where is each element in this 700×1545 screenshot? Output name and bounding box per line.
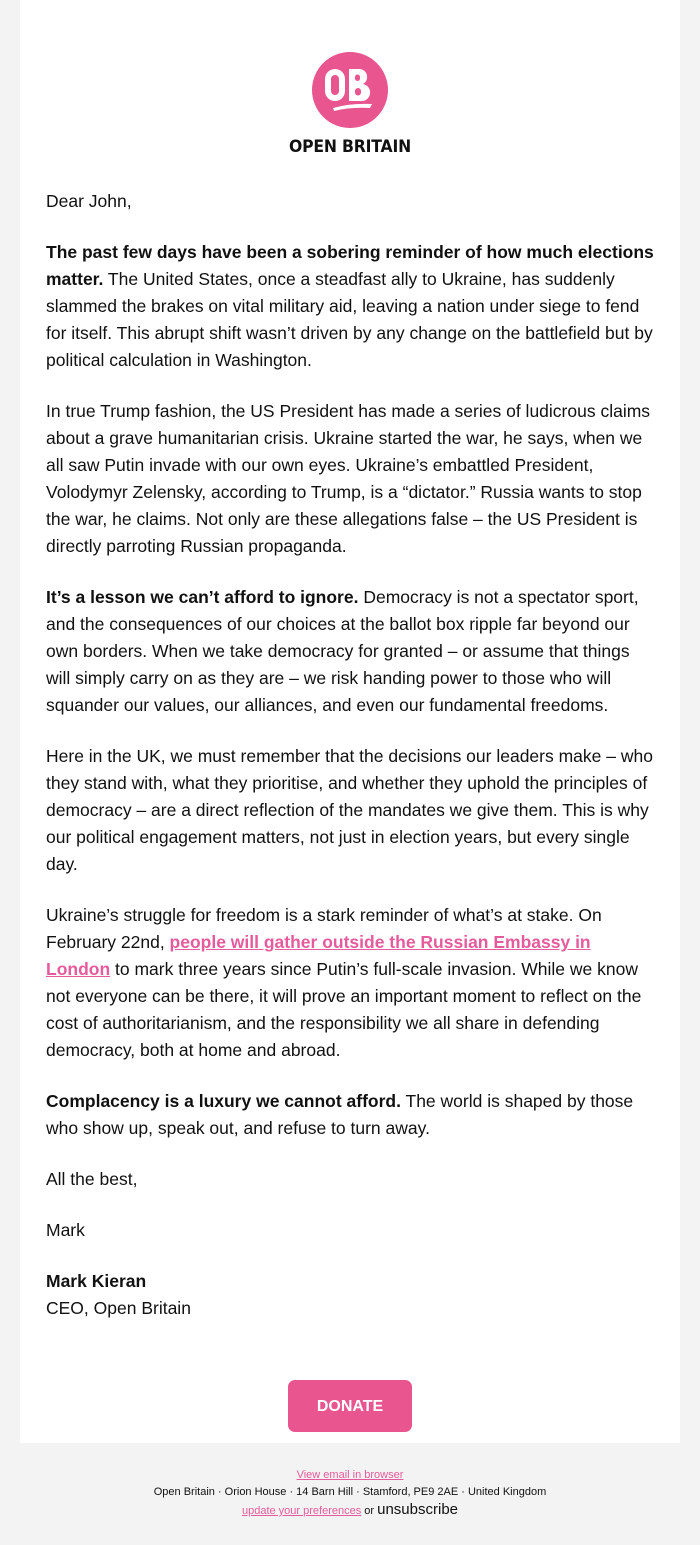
donate-button[interactable]: DONATE bbox=[288, 1380, 412, 1432]
bold-lead: It’s a lesson we can’t afford to ignore. bbox=[46, 587, 359, 607]
greeting: Dear John, bbox=[46, 191, 132, 211]
update-preferences-link[interactable]: update your preferences bbox=[241, 1505, 362, 1517]
logo bbox=[20, 52, 680, 157]
unsubscribe-link[interactable]: unsubscribe bbox=[377, 1501, 459, 1518]
sign-off-name: Mark bbox=[46, 1220, 85, 1240]
paragraph: Here in the UK, we must remember that the decisions our leaders make – who they stand with, what they prioritise, and whether they uphold the principles of democracy – are a direct reflection of the mandates we give them. This is why our political engagement matters, not just in election years, but every single day. bbox=[46, 746, 653, 874]
paragraph: The past few days have been a sobering reminder of how much elections matter. The United States, once a steadfast ally to Ukraine, has suddenly slammed the brakes on vital military aid, leaving a nation under siege to fend for itself. This abrupt shift wasn’t driven by any change on the battlefield but by political calculation in Washington. bbox=[46, 242, 654, 370]
logo-wordmark: OPEN BRITAIN bbox=[288, 137, 412, 157]
open-britain-logo-icon bbox=[312, 52, 388, 128]
bold-lead: The past few days have been a sobering reminder of how much elections matter. bbox=[46, 242, 654, 289]
bold-lead: Complacency is a luxury we cannot afford. bbox=[46, 1091, 401, 1111]
paragraph: In true Trump fashion, the US President has made a series of ludicrous claims about a grave humanitarian crisis. Ukraine started the war, he says, when we all saw Putin invade with our own eyes. Ukraine’s embattled President, Volodymyr Zelensky, according to Trump, is a “dictator.” Russia wants to stop the war, he claims. Not only are these allegations false – the US President is directly parroting Russian propaganda. bbox=[46, 401, 651, 556]
signature bbox=[46, 1268, 658, 1322]
signature-name: Mark Kieran bbox=[46, 1271, 147, 1291]
view-in-browser-link[interactable]: View email in browser bbox=[296, 1469, 404, 1481]
signature-title: CEO, Open Britain bbox=[46, 1298, 191, 1318]
footer-or: or bbox=[361, 1505, 378, 1517]
paragraph: Complacency is a luxury we cannot afford. The world is shaped by those who show up, speak out, and refuse to turn away. bbox=[46, 1091, 634, 1138]
russian-embassy-event-link[interactable]: people will gather outside the Russian Embassy in London bbox=[46, 932, 591, 979]
email-card bbox=[20, 0, 680, 1443]
paragraph: It’s a lesson we can’t afford to ignore. Democracy is not a spectator sport, and the consequences of our choices at the ballot box ripple far beyond our own borders. When we take democracy for granted – or assume that things will simply carry on as they are – we risk handing power to those who will squander our values, our alliances, and even our fundamental freedoms. bbox=[46, 587, 639, 715]
email-footer bbox=[0, 1467, 700, 1518]
paragraph: Ukraine’s struggle for freedom is a stark reminder of what’s at stake. On February 22nd, people will gather outside the Russian Embassy in London to mark three years since Putin’s full-scale invasion. While we know not everyone can be there, it will prove an important moment to reflect on the cost of authoritarianism, and the responsibility we all share in defending democracy, both at home and abroad. bbox=[46, 905, 642, 1060]
letter-body bbox=[46, 188, 658, 1322]
postal-address: Open Britain · Orion House · 14 Barn Hill · Stamford, PE9 2AE · United Kingdom bbox=[153, 1486, 547, 1498]
closing: All the best, bbox=[46, 1169, 138, 1189]
